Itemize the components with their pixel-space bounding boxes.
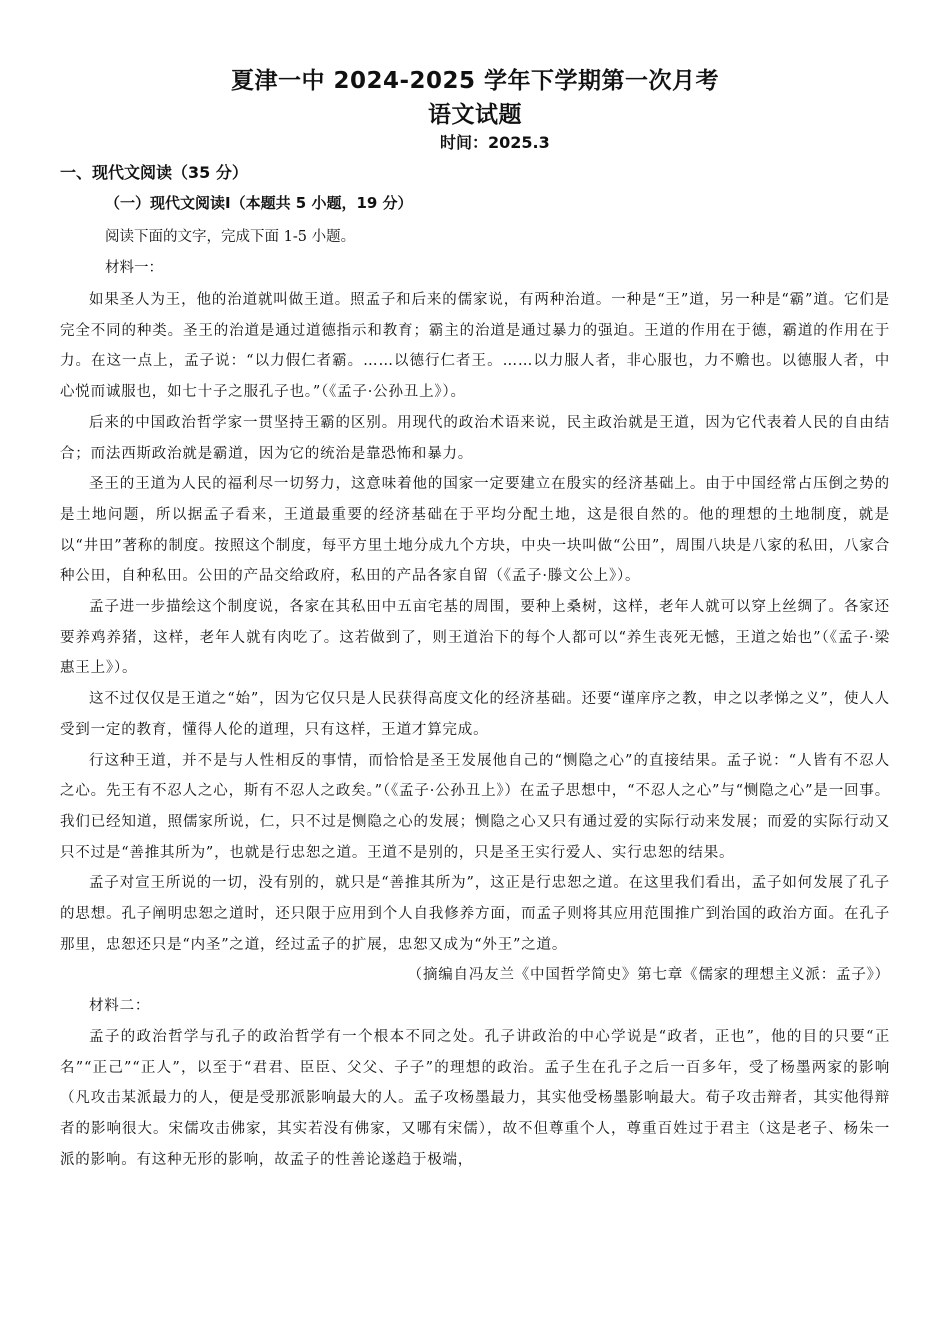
material1-paragraph: 行这种王道，并不是与人性相反的事情，而恰恰是圣王发展他自己的“恻隐之心”的直接结果。孟子说：“人皆有不忍人之心。先王有不忍人之心，斯有不忍人之政矣。”（《孟子·公孙丑上》）在孟子思想中，“不忍人之心”与“恻隐之心”是一回事。我们已经知道，照儒家所说，仁，只不过是恻隐之心的发展；恻隐之心又只有通过爱的实际行动来发展；而爱的实际行动又只不过是“善推其所为”，也就是行忠恕之道。王道不是别的，只是圣王实行爱人、实行忠恕的结果。: [60, 752, 890, 861]
exam-title: 夏津一中 2024-2025 学年下学期第一次月考: [230, 68, 720, 94]
material1-label: 材料一：: [105, 260, 163, 276]
material1-paragraph: 圣王的王道为人民的福利尽一切努力，这意味着他的国家一定要建立在殷实的经济基础上。由于中国经常占压倒之势的是土地问题，所以据孟子看来，王道最重要的经济基础在于平均分配土地，这是很自然的。他的理想的土地制度，就是以“井田”著称的制度。按照这个制度，每平方里土地分成九个方块，中央一块叫做“公田”，周围八块是八家的私田，八家合种公田，自种私田。公田的产品交给政府，私田的产品各家自留（《孟子·滕文公上》）。: [60, 476, 890, 585]
section-heading: 一、现代文阅读（35 分）: [60, 163, 248, 182]
material1-paragraph: 孟子对宣王所说的一切，没有别的，就只是“善推其所为”，这正是行忠恕之道。在这里我们看出，孟子如何发展了孔子的思想。孔子阐明忠恕之道时，还只限于应用到个人自我修养方面，而孟子则将其应用范围推广到治国的政治方面。在孔子那里，忠恕还只是“内圣”之道，经过孟子的扩展，忠恕又成为“外王”之道。: [60, 875, 890, 953]
material1-paragraph: 孟子进一步描绘这个制度说，各家在其私田中五亩宅基的周围，要种上桑树，这样，老年人就可以穿上丝绸了。各家还要养鸡养猪，这样，老年人就有肉吃了。这若做到了，则王道治下的每个人都可以“养生丧死无憾，王道之始也”（《孟子·梁惠王上》）。: [60, 599, 890, 677]
material2-label: 材料二：: [89, 998, 151, 1015]
material2-paragraph: 孟子的政治哲学与孔子的政治哲学有一个根本不同之处。孔子讲政治的中心学说是“政者，正也”，他的目的只要“正名”“正己”“正人”，以至于“君君、臣臣、父父、子子”的理想的政治。孟子生在孔子之后一百多年，受了杨墨两家的影响（凡攻击某派最力的人，便是受那派影响最大的人。孟子攻杨墨最力，其实他受杨墨影响最大。荀子攻击辩者，其实他得辩者的影响很大。宋儒攻击佛家，其实若没有佛家，又哪有宋儒），故不但尊重个人，尊重百姓过于君主（这是老子、杨朱一派的影响。有这种无形的影响，故孟子的性善论遂趋于极端，: [60, 1028, 890, 1168]
instruction-text: 阅读下面的文字，完成下面 1-5 小题。: [105, 229, 356, 245]
material1-paragraph: 这不过仅仅是王道之“始”，因为它仅只是人民获得高度文化的经济基础。还要“谨庠序之教，申之以孝悌之义”，使人人受到一定的教育，懂得人伦的道理，只有这样，王道才算完成。: [60, 691, 890, 738]
material1-paragraph: 如果圣人为王，他的治道就叫做王道。照孟子和后来的儒家说，有两种治道。一种是“王”道，另一种是“霸”道。它们是完全不同的种类。圣王的治道是通过道德指示和教育；霸主的治道是通过暴力的强迫。王道的作用在于德，霸道的作用在于力。在这一点上，孟子说：“以力假仁者霸。……以德行仁者王。……以力服人者，非心服也，力不赡也。以德服人者，中心悦而诚服也，如七十子之服孔子也。”（《孟子·公孙丑上》）。: [60, 292, 890, 401]
material1-paragraph: 后来的中国政治哲学家一贯坚持王霸的区别。用现代的政治术语来说，民主政治就是王道，因为它代表着人民的自由结合；而法西斯政治就是霸道，因为它的统治是靠恐怖和暴力。: [60, 414, 890, 462]
exam-subtitle: 语文试题: [428, 102, 522, 128]
material1-source: （摘编自冯友兰《中国哲学简史》第七章《儒家的理想主义派：孟子》）: [407, 967, 890, 984]
section-subheading: （一）现代文阅读Ⅰ（本题共 5 小题，19 分）: [105, 194, 413, 212]
passage-body: [60, 285, 890, 1175]
exam-time: 时间：2025.3: [440, 133, 550, 152]
